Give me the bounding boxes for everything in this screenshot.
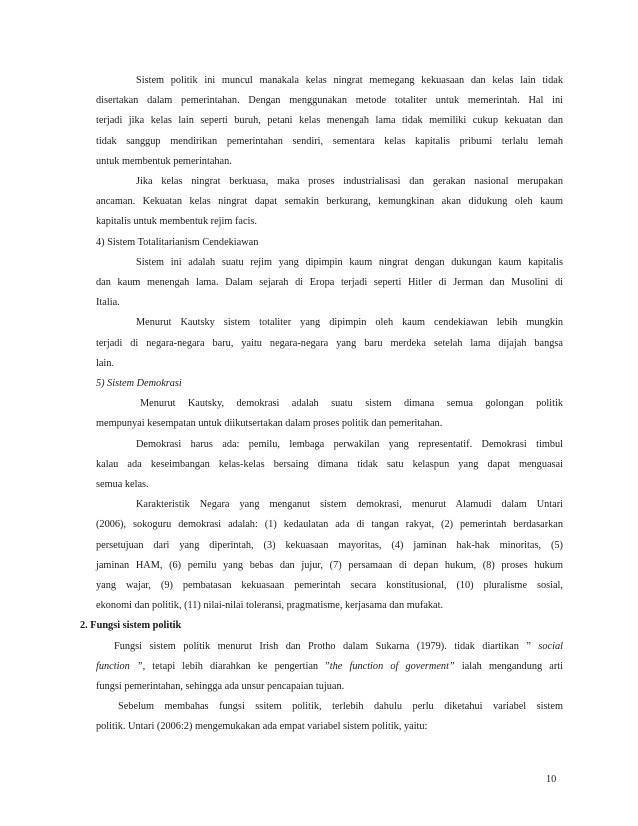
paragraph-line: Menurut Kautsky sistem totaliter yang dipimpin oleh kaum cendekiawan lebih mungkin (136, 317, 563, 329)
section-heading: 2. Fungsi sistem politik (80, 620, 182, 632)
paragraph-line: Menurut Kautsky, demokrasi adalah suatu sistem dimana semua golongan politik (140, 398, 563, 410)
paragraph-line: semua kelas. (96, 479, 149, 490)
paragraph-line: lain. (96, 357, 115, 369)
paragraph-line: persetujuan dari yang diperintah, (3) kekuasaan mayoritas, (4) jaminan hak-hak minoritas, (5) (96, 539, 563, 551)
paragraph-line: ekonomi dan politik, (11) nilai-nilai toleransi, pragmatisme, kerjasama dan mufakat. (96, 600, 444, 612)
paragraph-line: terjadi di negara-negara baru, yaitu negara-negara yang baru merdeka setelah lama dijajah bangsa (96, 337, 563, 349)
text-segment: ialah mengandung arti (454, 660, 563, 672)
paragraph-line: Karakteristik Negara yang menganut sistem demokrasi, menurut Alamudi dalam Untari (136, 499, 563, 511)
paragraph-line: jaminan HAM, (6) pemilu yang bebas dan jujur, (7) persamaan di depan hukum, (8) proses hukum (96, 559, 563, 571)
paragraph-line: politik. Untari (2006:2) mengemukakan ada empat variabel sistem politik, yaitu: (96, 721, 428, 733)
paragraph-line (96, 660, 563, 673)
paragraph-line: mempunyai kesempatan untuk diikutsertakan dalam proses politik dan pemeritahan. (96, 418, 443, 430)
text-segment: Fungsi sistem politik menurut Irish dan Protho dalam Sukarna (1979). tidak diartikan ” (114, 640, 539, 652)
paragraph-line: (2006), sokoguru demokrasi adalah: (1) kedaulatan ada di tangan rakyat, (2) pemerintah berdasarkan (96, 519, 563, 531)
list-item-heading: 5) Sistem Demokrasi (96, 378, 182, 389)
paragraph-line: fungsi pemerintahan, sehingga ada unsur pencapaian tujuan. (96, 681, 345, 692)
paragraph-line: disertakan dalam pemerintahan. Dengan menggunakan metode totaliter untuk memerintah. Hal ini (96, 95, 563, 107)
paragraph-line: Demokrasi harus ada: pemilu, lembaga perwakilan yang representatif. Demokrasi timbul (136, 438, 563, 450)
paragraph-line: Sistem politik ini muncul manakala kelas ningrat memegang kekuasaan dan kelas lain tidak (136, 75, 563, 86)
italic-term: function ” (96, 660, 143, 672)
italic-term: the function of goverment” (329, 660, 455, 672)
paragraph-line: kalau ada keseimbangan kelas-kelas bersaing dimana tidak satu kelaspun yang dapat menguasai (96, 458, 563, 470)
text-segment: , tetapi lebih diarahkan ke pengertian ” (142, 660, 330, 672)
paragraph-line: tidak sanggup mendirikan pemerintahan sendiri, sementara kelas kapitalis pribumi terlalu lemah (96, 135, 563, 147)
paragraph-line: Sistem ini adalah suatu rejim yang dipimpin kaum ningrat dengan dukungan kaum kapitalis (136, 256, 563, 268)
paragraph-line (114, 640, 563, 653)
paragraph-line: kapitalis untuk membentuk rejim facis. (96, 216, 257, 228)
paragraph-line: Jika kelas ningrat berkuasa, maka proses industrialisasi dan gerakan nasional merupakan (136, 176, 563, 187)
paragraph-line: untuk membentuk pemerintahan. (96, 155, 232, 167)
paragraph-line: Italia. (96, 297, 120, 309)
paragraph-line: Sebelum membahas fungsi ssitem politik, terlebih dahulu perlu diketahui variabel sistem (118, 701, 563, 713)
page-number: 10 (546, 774, 557, 785)
paragraph-line: ancaman. Kekuatan kelas ningrat dapat semakin berkurang, kemungkinan akan didukung oleh kaum (96, 196, 563, 208)
paragraph-line: dan kaum menengah lama. Dalam sejarah di Eropa terjadi seperti Hitler di Jerman dan Musolini di (96, 277, 563, 288)
list-item-heading: 4) Sistem Totalitarianism Cendekiawan (96, 236, 259, 248)
paragraph-line: yang wajar, (9) pembatasan kekuasaan pemerintah secara konstitusional, (10) pluralisme sosial, (96, 580, 563, 591)
paragraph-line: terjadi jika kelas lain seperti buruh, petani kelas menengah lama tidak memiliki cukup kekuatan dan (96, 115, 563, 127)
italic-term: social (538, 640, 563, 652)
